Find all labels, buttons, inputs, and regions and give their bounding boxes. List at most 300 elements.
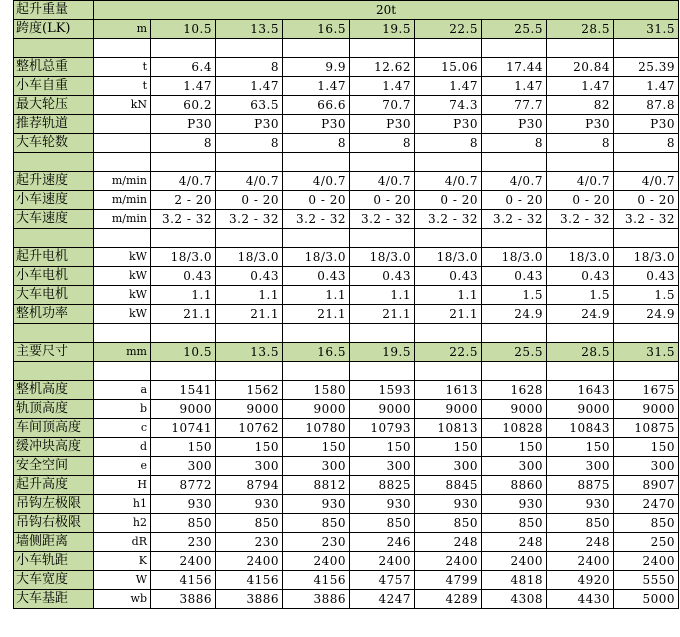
value-cell: 24.9: [547, 305, 614, 324]
row-label: [14, 153, 94, 172]
value-cell: [415, 153, 482, 172]
value-cell: 87.8: [614, 96, 679, 115]
unit-cell: [94, 115, 151, 134]
value-cell: 3.2 - 32: [415, 210, 482, 229]
row-label: 吊钩左极限: [14, 495, 94, 514]
value-cell: [151, 324, 216, 343]
value-cell: 8: [216, 134, 283, 153]
table-row: [14, 571, 679, 590]
value-cell: 18/3.0: [216, 248, 283, 267]
value-cell: 8: [482, 134, 547, 153]
unit-cell: [94, 134, 151, 153]
value-cell: 300: [151, 457, 216, 476]
row-label: 缓冲块高度: [14, 438, 94, 457]
value-cell: 10762: [216, 419, 283, 438]
value-cell: 28.5: [547, 20, 614, 39]
value-cell: 8794: [216, 476, 283, 495]
value-cell: 8: [216, 58, 283, 77]
value-cell: 150: [547, 438, 614, 457]
value-cell: 22.5: [415, 20, 482, 39]
spacer-row: [14, 153, 679, 172]
value-cell: 150: [151, 438, 216, 457]
value-cell: 1.5: [482, 286, 547, 305]
value-cell: 1.47: [547, 77, 614, 96]
value-cell: 850: [216, 514, 283, 533]
value-cell: 930: [415, 495, 482, 514]
spacer-row: [14, 362, 679, 381]
row-label: 小车速度: [14, 191, 94, 210]
value-cell: 246: [350, 533, 415, 552]
value-cell: [151, 39, 216, 58]
value-cell: 24.9: [614, 305, 679, 324]
value-cell: 8845: [415, 476, 482, 495]
table-row: [14, 457, 679, 476]
unit-cell: m: [94, 20, 151, 39]
value-cell: 248: [415, 533, 482, 552]
value-cell: [547, 229, 614, 248]
value-cell: 10843: [547, 419, 614, 438]
value-cell: 10.5: [151, 343, 216, 362]
value-cell: [350, 324, 415, 343]
value-cell: 60.2: [151, 96, 216, 115]
value-cell: 2 - 20: [151, 191, 216, 210]
value-cell: [547, 362, 614, 381]
value-cell: 930: [547, 495, 614, 514]
value-cell: 3.2 - 32: [151, 210, 216, 229]
value-cell: 850: [547, 514, 614, 533]
value-cell: [151, 362, 216, 381]
row-label: 主要尺寸: [14, 343, 94, 362]
value-cell: 4/0.7: [151, 172, 216, 191]
value-cell: 0 - 20: [350, 191, 415, 210]
value-cell: 930: [482, 495, 547, 514]
value-cell: 28.5: [547, 343, 614, 362]
unit-cell: kW: [94, 248, 151, 267]
value-cell: 1.5: [547, 286, 614, 305]
value-cell: 150: [482, 438, 547, 457]
value-cell: 1.47: [614, 77, 679, 96]
value-cell: 18/3.0: [614, 248, 679, 267]
value-cell: 6.4: [151, 58, 216, 77]
table-row: [14, 495, 679, 514]
value-cell: 300: [482, 457, 547, 476]
table-row: [14, 514, 679, 533]
spacer-row: [14, 39, 679, 58]
value-cell: P30: [283, 115, 350, 134]
row-label: 安全空间: [14, 457, 94, 476]
value-cell: 10813: [415, 419, 482, 438]
value-cell: 0.43: [415, 267, 482, 286]
value-cell: 2400: [482, 552, 547, 571]
unit-cell: kW: [94, 305, 151, 324]
value-cell: [614, 39, 679, 58]
value-cell: 10875: [614, 419, 679, 438]
value-cell: [482, 39, 547, 58]
value-cell: 21.1: [216, 305, 283, 324]
value-cell: 20.84: [547, 58, 614, 77]
value-cell: 9000: [547, 400, 614, 419]
value-cell: 1.1: [350, 286, 415, 305]
value-cell: [283, 39, 350, 58]
unit-cell: dR: [94, 533, 151, 552]
value-cell: 8772: [151, 476, 216, 495]
value-cell: 8: [415, 134, 482, 153]
row-label: 大车基距: [14, 590, 94, 609]
row-label: 整机总重: [14, 58, 94, 77]
value-cell: [415, 39, 482, 58]
value-cell: 3.2 - 32: [350, 210, 415, 229]
table-row: [14, 267, 679, 286]
value-cell: 18/3.0: [482, 248, 547, 267]
value-cell: 18/3.0: [415, 248, 482, 267]
value-cell: 31.5: [614, 20, 679, 39]
row-label: 大车电机: [14, 286, 94, 305]
value-cell: 0.43: [283, 267, 350, 286]
table-row: [14, 590, 679, 609]
value-cell: 13.5: [216, 20, 283, 39]
value-cell: 74.3: [415, 96, 482, 115]
value-cell: 1562: [216, 381, 283, 400]
value-cell: [350, 362, 415, 381]
unit-cell: [94, 229, 151, 248]
unit-cell: [94, 153, 151, 172]
value-cell: P30: [547, 115, 614, 134]
value-cell: 12.62: [350, 58, 415, 77]
value-cell: 230: [151, 533, 216, 552]
row-label: 起升重量: [14, 1, 94, 20]
row-label: 小车电机: [14, 267, 94, 286]
row-label: 大车宽度: [14, 571, 94, 590]
value-cell: 150: [283, 438, 350, 457]
value-cell: [216, 362, 283, 381]
table-row: [14, 77, 679, 96]
value-cell: 1.47: [216, 77, 283, 96]
value-cell: 8: [614, 134, 679, 153]
unit-cell: m/min: [94, 191, 151, 210]
value-cell: 1.47: [151, 77, 216, 96]
row-label: 小车自重: [14, 77, 94, 96]
value-cell: 10741: [151, 419, 216, 438]
table-row: [14, 476, 679, 495]
unit-cell: t: [94, 58, 151, 77]
value-cell: P30: [151, 115, 216, 134]
value-cell: 1.5: [614, 286, 679, 305]
value-cell: 300: [350, 457, 415, 476]
value-cell: 0.43: [216, 267, 283, 286]
value-cell: 1.47: [415, 77, 482, 96]
value-cell: 8875: [547, 476, 614, 495]
unit-cell: wb: [94, 590, 151, 609]
value-cell: 13.5: [216, 343, 283, 362]
value-cell: [283, 229, 350, 248]
value-cell: 4430: [547, 590, 614, 609]
value-cell: 0 - 20: [415, 191, 482, 210]
value-cell: 16.5: [283, 343, 350, 362]
value-cell: 1.1: [151, 286, 216, 305]
value-cell: [614, 362, 679, 381]
value-cell: 82: [547, 96, 614, 115]
value-cell: 1.47: [283, 77, 350, 96]
value-cell: 10780: [283, 419, 350, 438]
unit-cell: kW: [94, 267, 151, 286]
value-cell: 8812: [283, 476, 350, 495]
row-label: 最大轮压: [14, 96, 94, 115]
value-cell: 850: [614, 514, 679, 533]
value-cell: 930: [151, 495, 216, 514]
row-label: 跨度(LK): [14, 20, 94, 39]
value-cell: [547, 153, 614, 172]
value-cell: 10828: [482, 419, 547, 438]
table-row: [14, 191, 679, 210]
table-row: [14, 438, 679, 457]
value-cell: 8: [350, 134, 415, 153]
table-row: [14, 172, 679, 191]
table-row: [14, 400, 679, 419]
table-row: [14, 248, 679, 267]
value-cell: 21.1: [283, 305, 350, 324]
row-label: 推荐轨道: [14, 115, 94, 134]
value-cell: 4/0.7: [283, 172, 350, 191]
unit-cell: d: [94, 438, 151, 457]
value-cell: 4/0.7: [415, 172, 482, 191]
row-label: 大车速度: [14, 210, 94, 229]
value-cell: 8: [547, 134, 614, 153]
capacity-title: 20t: [94, 1, 679, 20]
value-cell: 77.7: [482, 96, 547, 115]
value-cell: 8: [283, 134, 350, 153]
value-cell: 0.43: [614, 267, 679, 286]
value-cell: 2470: [614, 495, 679, 514]
value-cell: 248: [482, 533, 547, 552]
value-cell: 1541: [151, 381, 216, 400]
unit-cell: kW: [94, 286, 151, 305]
value-cell: 930: [283, 495, 350, 514]
row-label: 整机高度: [14, 381, 94, 400]
value-cell: 1.47: [350, 77, 415, 96]
row-label: 起升高度: [14, 476, 94, 495]
value-cell: 1628: [482, 381, 547, 400]
value-cell: 850: [283, 514, 350, 533]
value-cell: 8825: [350, 476, 415, 495]
value-cell: 22.5: [415, 343, 482, 362]
value-cell: 0 - 20: [547, 191, 614, 210]
value-cell: 18/3.0: [350, 248, 415, 267]
unit-cell: m/min: [94, 210, 151, 229]
table-row: [14, 96, 679, 115]
value-cell: 0 - 20: [614, 191, 679, 210]
value-cell: 63.5: [216, 96, 283, 115]
value-cell: 850: [350, 514, 415, 533]
row-label: 墙侧距离: [14, 533, 94, 552]
table-row: [14, 552, 679, 571]
value-cell: 9000: [614, 400, 679, 419]
value-cell: 2400: [283, 552, 350, 571]
row-label: [14, 229, 94, 248]
value-cell: [614, 324, 679, 343]
value-cell: 150: [350, 438, 415, 457]
value-cell: 0.43: [350, 267, 415, 286]
value-cell: 9000: [415, 400, 482, 419]
value-cell: 9000: [283, 400, 350, 419]
row-label: [14, 39, 94, 58]
value-cell: 4247: [350, 590, 415, 609]
value-cell: 25.5: [482, 343, 547, 362]
value-cell: [350, 153, 415, 172]
table-row: [14, 115, 679, 134]
value-cell: 5550: [614, 571, 679, 590]
value-cell: 300: [547, 457, 614, 476]
row-label: [14, 324, 94, 343]
value-cell: 9000: [482, 400, 547, 419]
unit-cell: W: [94, 571, 151, 590]
value-cell: 3886: [283, 590, 350, 609]
value-cell: 9.9: [283, 58, 350, 77]
value-cell: [547, 324, 614, 343]
value-cell: [415, 324, 482, 343]
value-cell: [415, 362, 482, 381]
value-cell: 4757: [350, 571, 415, 590]
value-cell: 21.1: [151, 305, 216, 324]
value-cell: 2400: [614, 552, 679, 571]
value-cell: P30: [482, 115, 547, 134]
unit-cell: kN: [94, 96, 151, 115]
value-cell: [350, 39, 415, 58]
value-cell: [482, 153, 547, 172]
value-cell: 9000: [151, 400, 216, 419]
row-label: 大车轮数: [14, 134, 94, 153]
value-cell: 1.1: [283, 286, 350, 305]
value-cell: 3.2 - 32: [283, 210, 350, 229]
unit-cell: a: [94, 381, 151, 400]
value-cell: 10.5: [151, 20, 216, 39]
value-cell: 3.2 - 32: [482, 210, 547, 229]
value-cell: 5000: [614, 590, 679, 609]
table-row: [14, 381, 679, 400]
value-cell: 25.39: [614, 58, 679, 77]
value-cell: 4818: [482, 571, 547, 590]
value-cell: 300: [415, 457, 482, 476]
value-cell: [283, 324, 350, 343]
value-cell: 150: [216, 438, 283, 457]
value-cell: 0.43: [482, 267, 547, 286]
value-cell: 4289: [415, 590, 482, 609]
value-cell: [482, 229, 547, 248]
unit-cell: e: [94, 457, 151, 476]
row-label: 起升速度: [14, 172, 94, 191]
value-cell: [216, 153, 283, 172]
value-cell: 2400: [415, 552, 482, 571]
value-cell: 4308: [482, 590, 547, 609]
value-cell: [614, 229, 679, 248]
table-row: [14, 419, 679, 438]
value-cell: 25.5: [482, 20, 547, 39]
row-label: 轨顶高度: [14, 400, 94, 419]
value-cell: [482, 324, 547, 343]
unit-cell: [94, 362, 151, 381]
table-row: [14, 134, 679, 153]
value-cell: 0 - 20: [482, 191, 547, 210]
value-cell: 0 - 20: [283, 191, 350, 210]
value-cell: 2400: [216, 552, 283, 571]
value-cell: 19.5: [350, 343, 415, 362]
value-cell: 0.43: [151, 267, 216, 286]
value-cell: P30: [216, 115, 283, 134]
value-cell: 4799: [415, 571, 482, 590]
value-cell: [415, 229, 482, 248]
value-cell: 250: [614, 533, 679, 552]
value-cell: 0.43: [547, 267, 614, 286]
value-cell: 1.1: [216, 286, 283, 305]
spacer-row: [14, 229, 679, 248]
value-cell: 230: [216, 533, 283, 552]
value-cell: [614, 153, 679, 172]
unit-cell: [94, 39, 151, 58]
value-cell: 1613: [415, 381, 482, 400]
value-cell: 230: [283, 533, 350, 552]
spec-table: [13, 0, 679, 609]
value-cell: [350, 229, 415, 248]
row-label: 整机功率: [14, 305, 94, 324]
unit-cell: H: [94, 476, 151, 495]
value-cell: 1.1: [415, 286, 482, 305]
row-label: 车间顶高度: [14, 419, 94, 438]
value-cell: 300: [614, 457, 679, 476]
value-cell: 850: [482, 514, 547, 533]
value-cell: P30: [614, 115, 679, 134]
value-cell: 8860: [482, 476, 547, 495]
unit-cell: h1: [94, 495, 151, 514]
value-cell: 66.6: [283, 96, 350, 115]
value-cell: 3886: [151, 590, 216, 609]
unit-cell: b: [94, 400, 151, 419]
value-cell: 21.1: [350, 305, 415, 324]
value-cell: 15.06: [415, 58, 482, 77]
value-cell: 2400: [350, 552, 415, 571]
value-cell: 1593: [350, 381, 415, 400]
value-cell: 1643: [547, 381, 614, 400]
table-row: [14, 305, 679, 324]
value-cell: 3.2 - 32: [547, 210, 614, 229]
unit-cell: c: [94, 419, 151, 438]
table-row: [14, 210, 679, 229]
value-cell: P30: [350, 115, 415, 134]
value-cell: 3.2 - 32: [614, 210, 679, 229]
spacer-row: [14, 324, 679, 343]
value-cell: 248: [547, 533, 614, 552]
value-cell: 930: [350, 495, 415, 514]
table-row: [14, 58, 679, 77]
value-cell: 2400: [151, 552, 216, 571]
value-cell: 3.2 - 32: [216, 210, 283, 229]
value-cell: 4920: [547, 571, 614, 590]
value-cell: [547, 39, 614, 58]
value-cell: 1675: [614, 381, 679, 400]
value-cell: 4/0.7: [216, 172, 283, 191]
table-row: [14, 533, 679, 552]
value-cell: 8: [151, 134, 216, 153]
value-cell: 4156: [151, 571, 216, 590]
row-label: 小车轨距: [14, 552, 94, 571]
value-cell: [216, 229, 283, 248]
row-label: 起升电机: [14, 248, 94, 267]
value-cell: 850: [415, 514, 482, 533]
unit-cell: [94, 324, 151, 343]
value-cell: 9000: [216, 400, 283, 419]
table-row: [14, 20, 679, 39]
value-cell: 18/3.0: [547, 248, 614, 267]
value-cell: [216, 324, 283, 343]
value-cell: 4/0.7: [547, 172, 614, 191]
